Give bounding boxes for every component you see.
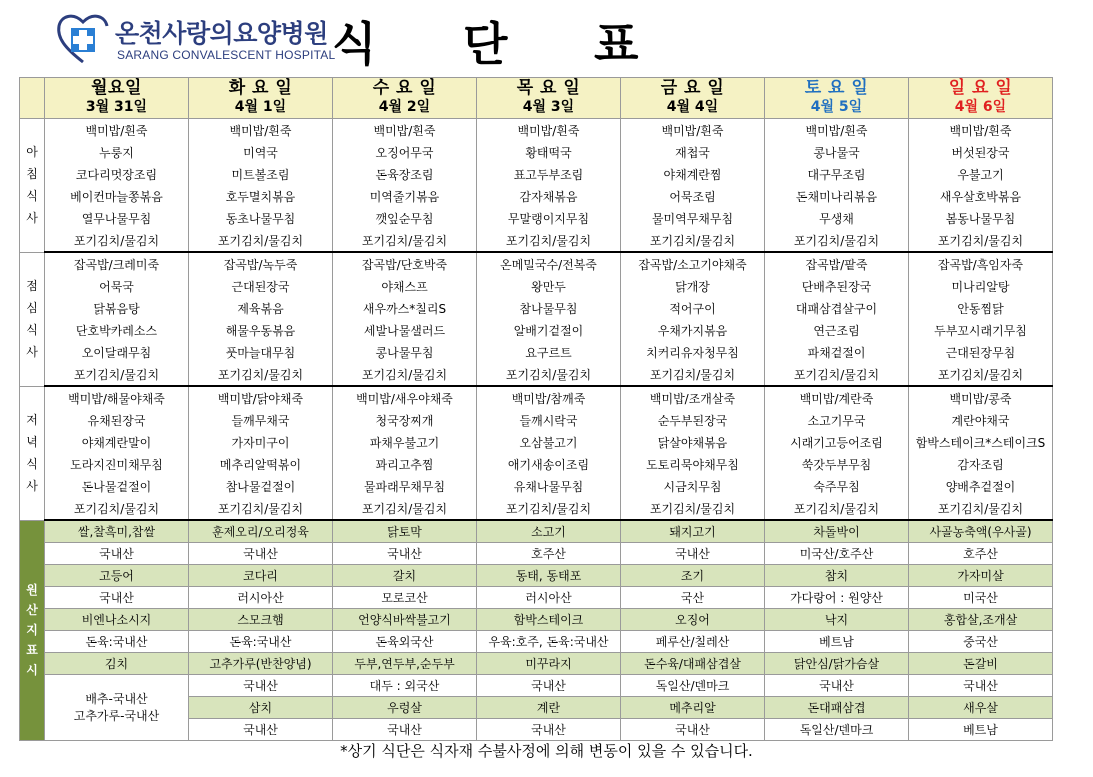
menu-item: 잡곡밥/흑임자죽 [909, 252, 1053, 275]
origin-cell: 조기 [621, 565, 765, 587]
menu-item: 백미밥/새우야채죽 [333, 386, 477, 409]
menu-item: 참나물겉절이 [189, 475, 333, 497]
menu-item: 포기김치/물김치 [909, 229, 1053, 252]
menu-item: 물미역무채무침 [621, 207, 765, 229]
meal-label-char: 식 [26, 457, 38, 471]
meal-row [20, 409, 1053, 431]
origin-label-char: 지 [26, 623, 38, 638]
menu-item: 감자조림 [909, 453, 1053, 475]
menu-item: 코다리멋장조림 [45, 163, 189, 185]
hospital-logo [55, 10, 335, 68]
origin-cell: 독일산/덴마크 [621, 675, 765, 697]
menu-item: 닭살야채볶음 [621, 431, 765, 453]
menu-item: 오징어무국 [333, 141, 477, 163]
menu-item: 잡곡밥/단호박죽 [333, 252, 477, 275]
meal-label-char: 점 [26, 279, 38, 293]
menu-item: 백미밥/흰죽 [621, 119, 765, 142]
menu-item: 포기김치/물김치 [333, 497, 477, 520]
menu-item: 단호박카레소스 [45, 319, 189, 341]
origin-cell: 두부,연두부,순두부 [333, 653, 477, 675]
origin-cell: 차돌박이 [765, 520, 909, 543]
meal-row [20, 319, 1053, 341]
menu-item: 감자채볶음 [477, 185, 621, 207]
menu-item: 포기김치/물김치 [45, 363, 189, 386]
menu-item: 백미밥/흰죽 [333, 119, 477, 142]
menu-item: 닭개장 [621, 275, 765, 297]
origin-cell: 메추리알 [621, 697, 765, 719]
origin-cell: 닭토막 [333, 520, 477, 543]
menu-item: 새우까스*칠리S [333, 297, 477, 319]
menu-item: 안동찜닭 [909, 297, 1053, 319]
menu-item: 백미밥/흰죽 [477, 119, 621, 142]
menu-item: 어묵조림 [621, 185, 765, 207]
menu-item: 깻잎순무침 [333, 207, 477, 229]
menu-item: 포기김치/물김치 [765, 497, 909, 520]
origin-cell: 우렁살 [333, 697, 477, 719]
menu-item: 파채우불고기 [333, 431, 477, 453]
menu-item: 제육볶음 [189, 297, 333, 319]
menu-item: 포기김치/물김치 [621, 229, 765, 252]
meal-row [20, 252, 1053, 275]
meal-label [20, 252, 45, 386]
menu-item: 호두멸치볶음 [189, 185, 333, 207]
origin-cell: 호주산 [477, 543, 621, 565]
origin-cell: 참치 [765, 565, 909, 587]
menu-item: 우채가지볶음 [621, 319, 765, 341]
origin-cell: 계란 [477, 697, 621, 719]
menu-item: 꽈리고추찜 [333, 453, 477, 475]
footer-note: *상기 식단은 식자재 수불사정에 의해 변동이 있을 수 있습니다. [340, 742, 753, 760]
menu-item: 계란야채국 [909, 409, 1053, 431]
day-name: 금 요 일 [660, 78, 725, 98]
menu-item: 포기김치/물김치 [45, 497, 189, 520]
meal-label-char: 사 [26, 211, 38, 226]
menu-item: 재첩국 [621, 141, 765, 163]
meal-label-char: 심 [26, 301, 38, 315]
origin-cell: 미국산 [909, 587, 1053, 609]
origin-cell: 우육:호주, 돈육:국내산 [477, 631, 621, 653]
meal-row [20, 185, 1053, 207]
title-char-3: 표 [594, 17, 639, 71]
menu-item: 두부꼬시래기무침 [909, 319, 1053, 341]
origin-cell: 새우살 [909, 697, 1053, 719]
menu-item: 들깨무채국 [189, 409, 333, 431]
menu-item: 포기김치/물김치 [477, 363, 621, 386]
menu-item: 순두부된장국 [621, 409, 765, 431]
menu-item: 대패삼겹살구이 [765, 297, 909, 319]
meal-label-char: 녁 [26, 435, 38, 449]
menu-item: 유채된장국 [45, 409, 189, 431]
menu-item: 왕만두 [477, 275, 621, 297]
title-char-2: 단 [463, 17, 508, 71]
origin-cell: 중국산 [909, 631, 1053, 653]
origin-cell: 닭안심/닭가슴살 [765, 653, 909, 675]
origin-cell: 삼치 [189, 697, 333, 719]
meal-label-char: 저 [26, 413, 38, 427]
meal-row [20, 229, 1053, 252]
menu-item: 참나물무침 [477, 297, 621, 319]
day-header [333, 78, 477, 119]
origin-cell: 소고기 [477, 520, 621, 543]
menu-item: 미트볼조림 [189, 163, 333, 185]
origin-cell: 호주산 [909, 543, 1053, 565]
menu-item: 포기김치/물김치 [477, 497, 621, 520]
menu-item: 새우살호박볶음 [909, 185, 1053, 207]
menu-item: 소고기무국 [765, 409, 909, 431]
origin-cell: 돈갈비 [909, 653, 1053, 675]
menu-item: 백미밥/흰죽 [189, 119, 333, 142]
day-header [621, 78, 765, 119]
origin-cell: 국내산 [621, 543, 765, 565]
meal-row [20, 207, 1053, 229]
menu-item: 포기김치/물김치 [333, 363, 477, 386]
day-date: 4월 5일 [810, 99, 863, 115]
menu-item: 백미밥/계란죽 [765, 386, 909, 409]
menu-item: 포기김치/물김치 [189, 497, 333, 520]
menu-item: 단배추된장국 [765, 275, 909, 297]
day-name: 화 요 일 [228, 78, 293, 98]
origin-cell: 김치 [45, 653, 189, 675]
heart-cross-icon [55, 10, 111, 66]
origin-cell: 코다리 [189, 565, 333, 587]
menu-item: 열무나물무침 [45, 207, 189, 229]
meal-row [20, 386, 1053, 409]
day-header [45, 78, 189, 119]
menu-item: 포기김치/물김치 [765, 229, 909, 252]
menu-item: 닭볶음탕 [45, 297, 189, 319]
menu-item: 잡곡밥/소고기야채죽 [621, 252, 765, 275]
day-header [189, 78, 333, 119]
menu-item: 콩나물국 [765, 141, 909, 163]
day-date: 4월 6일 [954, 99, 1007, 115]
meal-row [20, 363, 1053, 386]
origin-label-char: 산 [26, 603, 38, 618]
meal-label-char: 식 [26, 189, 38, 204]
menu-item: 백미밥/흰죽 [45, 119, 189, 142]
origin-cell: 갈치 [333, 565, 477, 587]
menu-item: 포기김치/물김치 [45, 229, 189, 252]
menu-item: 시금치무침 [621, 475, 765, 497]
origin-cell: 베트남 [909, 719, 1053, 741]
meal-row [20, 275, 1053, 297]
menu-item: 도토리묵야채무침 [621, 453, 765, 475]
menu-item: 어묵국 [45, 275, 189, 297]
kimchi-origin-note [45, 675, 189, 741]
menu-item: 포기김치/물김치 [765, 363, 909, 386]
day-name: 목 요 일 [516, 78, 581, 98]
meal-row [20, 453, 1053, 475]
meal-row [20, 475, 1053, 497]
day-header [477, 78, 621, 119]
meal-label-char: 사 [26, 479, 38, 493]
meal-row [20, 119, 1053, 142]
origin-cell: 언양식바싹불고기 [333, 609, 477, 631]
origin-cell: 홍합살,조개살 [909, 609, 1053, 631]
origin-cell: 국내산 [45, 587, 189, 609]
menu-item: 대구무조림 [765, 163, 909, 185]
menu-item: 해물우동볶음 [189, 319, 333, 341]
origin-cell: 고등어 [45, 565, 189, 587]
menu-item: 함박스테이크*스테이크S [909, 431, 1053, 453]
meal-label-char: 식 [26, 323, 38, 337]
menu-item: 포기김치/물김치 [909, 497, 1053, 520]
origin-cell: 국내산 [621, 719, 765, 741]
meal-row [20, 297, 1053, 319]
origin-cell: 돈수육/대패삼겹살 [621, 653, 765, 675]
menu-item: 파채겉절이 [765, 341, 909, 363]
origin-label-char: 시 [26, 663, 38, 678]
day-date: 4월 1일 [234, 99, 287, 115]
origin-cell: 러시아산 [477, 587, 621, 609]
menu-item: 콩나물무침 [333, 341, 477, 363]
day-name: 토 요 일 [804, 78, 869, 98]
meal-label [20, 119, 45, 253]
menu-item: 잡곡밥/녹두죽 [189, 252, 333, 275]
menu-item: 청국장찌개 [333, 409, 477, 431]
menu-item: 우불고기 [909, 163, 1053, 185]
origin-label-char: 표 [26, 643, 38, 658]
menu-item: 포기김치/물김치 [189, 363, 333, 386]
origin-cell: 페루산/칠레산 [621, 631, 765, 653]
day-header [765, 78, 909, 119]
menu-item: 야채계란말이 [45, 431, 189, 453]
menu-item: 근대된장무침 [909, 341, 1053, 363]
menu-table [19, 77, 1053, 741]
origin-cell: 국내산 [333, 543, 477, 565]
origin-cell: 돼지고기 [621, 520, 765, 543]
origin-cell: 국내산 [477, 675, 621, 697]
origin-cell: 비엔나소시지 [45, 609, 189, 631]
origin-cell: 동태, 동태포 [477, 565, 621, 587]
origin-cell: 스모크햄 [189, 609, 333, 631]
origin-cell: 국내산 [909, 675, 1053, 697]
menu-item: 백미밥/참깨죽 [477, 386, 621, 409]
origin-cell: 함박스테이크 [477, 609, 621, 631]
day-date: 4월 3일 [522, 99, 575, 115]
menu-item: 세발나물샐러드 [333, 319, 477, 341]
origin-cell: 국내산 [189, 719, 333, 741]
hospital-name-korean: 온천사랑의요양병원 [115, 19, 328, 48]
origin-cell: 돈육:국내산 [45, 631, 189, 653]
menu-item: 무생채 [765, 207, 909, 229]
origin-cell: 국내산 [189, 543, 333, 565]
meal-row [20, 141, 1053, 163]
menu-item: 가자미구이 [189, 431, 333, 453]
menu-item: 야채계란찜 [621, 163, 765, 185]
menu-item: 표고두부조림 [477, 163, 621, 185]
meal-label [20, 386, 45, 520]
hospital-name-english: SARANG CONVALESCENT HOSPITAL [117, 48, 336, 62]
day-date: 3월 31일 [85, 99, 148, 115]
menu-item: 시래기고등어조림 [765, 431, 909, 453]
menu-item: 야채스프 [333, 275, 477, 297]
meal-label-char: 아 [26, 145, 38, 160]
origin-row [20, 609, 1053, 631]
menu-item: 동초나물무침 [189, 207, 333, 229]
menu-item: 백미밥/닭야채죽 [189, 386, 333, 409]
menu-item: 근대된장국 [189, 275, 333, 297]
meal-row [20, 163, 1053, 185]
menu-item: 물파래무채무침 [333, 475, 477, 497]
origin-cell: 국내산 [765, 675, 909, 697]
corner-cell [20, 78, 45, 119]
origin-cell: 베트남 [765, 631, 909, 653]
origin-cell: 독일산/덴마크 [765, 719, 909, 741]
kimchi-origin-line: 배추-국내산 [85, 691, 148, 706]
origin-cell: 대두 : 외국산 [333, 675, 477, 697]
menu-item: 포기김치/물김치 [477, 229, 621, 252]
origin-cell: 돈육외국산 [333, 631, 477, 653]
menu-item: 백미밥/해물야채죽 [45, 386, 189, 409]
menu-item: 치커리유자청무침 [621, 341, 765, 363]
origin-cell: 국내산 [189, 675, 333, 697]
menu-item: 포기김치/물김치 [189, 229, 333, 252]
origin-row [20, 675, 1053, 697]
menu-item: 유채나물무침 [477, 475, 621, 497]
menu-item: 백미밥/흰죽 [765, 119, 909, 142]
menu-item: 포기김치/물김치 [909, 363, 1053, 386]
day-name: 일 요 일 [948, 78, 1013, 98]
origin-cell: 국산 [621, 587, 765, 609]
menu-item: 애기새송이조림 [477, 453, 621, 475]
menu-item: 미나리알탕 [909, 275, 1053, 297]
menu-item: 무말랭이지무침 [477, 207, 621, 229]
menu-item: 요구르트 [477, 341, 621, 363]
meal-row [20, 431, 1053, 453]
origin-cell: 훈제오리/오리정육 [189, 520, 333, 543]
menu-item: 적어구이 [621, 297, 765, 319]
menu-item: 미역줄기볶음 [333, 185, 477, 207]
menu-item: 메추리알떡볶이 [189, 453, 333, 475]
origin-cell: 국내산 [477, 719, 621, 741]
menu-item: 포기김치/물김치 [333, 229, 477, 252]
kimchi-origin-line: 고추가루-국내산 [73, 708, 160, 723]
origin-cell: 가자미살 [909, 565, 1053, 587]
menu-item: 알배기겉절이 [477, 319, 621, 341]
menu-item: 돈나물겉절이 [45, 475, 189, 497]
menu-item: 잡곡밥/팥죽 [765, 252, 909, 275]
origin-cell: 고추가루(반찬양념) [189, 653, 333, 675]
menu-item: 돈육장조림 [333, 163, 477, 185]
origin-row [20, 565, 1053, 587]
menu-item: 풋마늘대무침 [189, 341, 333, 363]
menu-item: 황태떡국 [477, 141, 621, 163]
origin-row [20, 520, 1053, 543]
origin-cell: 사골농축액(우사골) [909, 520, 1053, 543]
origin-cell: 가다랑어 : 원양산 [765, 587, 909, 609]
meal-label-char: 사 [26, 345, 38, 359]
origin-cell: 러시아산 [189, 587, 333, 609]
menu-item: 백미밥/흰죽 [909, 119, 1053, 142]
menu-item: 베이컨마늘쫑볶음 [45, 185, 189, 207]
menu-item: 온메밀국수/전복죽 [477, 252, 621, 275]
meal-label-char: 침 [26, 167, 38, 182]
day-name: 수 요 일 [372, 78, 437, 98]
menu-item: 백미밥/콩죽 [909, 386, 1053, 409]
origin-cell: 국내산 [333, 719, 477, 741]
origin-cell: 돈육:국내산 [189, 631, 333, 653]
origin-row [20, 631, 1053, 653]
menu-item: 미역국 [189, 141, 333, 163]
title-char-1: 식 [332, 17, 377, 71]
menu-item: 연근조림 [765, 319, 909, 341]
menu-item: 들깨시락국 [477, 409, 621, 431]
origin-cell: 국내산 [45, 543, 189, 565]
origin-row [20, 543, 1053, 565]
menu-item: 포기김치/물김치 [621, 363, 765, 386]
day-date: 4월 2일 [378, 99, 431, 115]
meal-row [20, 341, 1053, 363]
menu-item: 백미밥/조개살죽 [621, 386, 765, 409]
menu-item: 봄동나물무침 [909, 207, 1053, 229]
day-name: 월요일 [91, 78, 142, 98]
menu-item: 포기김치/물김치 [621, 497, 765, 520]
menu-item: 돈채미나리볶음 [765, 185, 909, 207]
menu-item: 도라지진미채무침 [45, 453, 189, 475]
menu-item: 숙주무침 [765, 475, 909, 497]
origin-cell: 모로코산 [333, 587, 477, 609]
origin-cell: 미꾸라지 [477, 653, 621, 675]
origin-row [20, 587, 1053, 609]
menu-item: 오삼불고기 [477, 431, 621, 453]
menu-item: 쑥갓두부무침 [765, 453, 909, 475]
origin-cell: 쌀,찰흑미,찹쌀 [45, 520, 189, 543]
menu-item: 오이달래무침 [45, 341, 189, 363]
origin-label [20, 520, 45, 741]
origin-cell: 돈대패삼겹 [765, 697, 909, 719]
page-header [0, 0, 1093, 78]
origin-label-char: 원 [26, 583, 38, 598]
day-header [909, 78, 1053, 119]
origin-row [20, 653, 1053, 675]
origin-cell: 미국산/호주산 [765, 543, 909, 565]
meal-row [20, 497, 1053, 520]
day-header-row [20, 78, 1053, 119]
menu-item: 버섯된장국 [909, 141, 1053, 163]
origin-cell: 오징어 [621, 609, 765, 631]
origin-cell: 낙지 [765, 609, 909, 631]
menu-item: 누룽지 [45, 141, 189, 163]
menu-item: 양배추겉절이 [909, 475, 1053, 497]
day-date: 4월 4일 [666, 99, 719, 115]
menu-item: 잡곡밥/크레미죽 [45, 252, 189, 275]
